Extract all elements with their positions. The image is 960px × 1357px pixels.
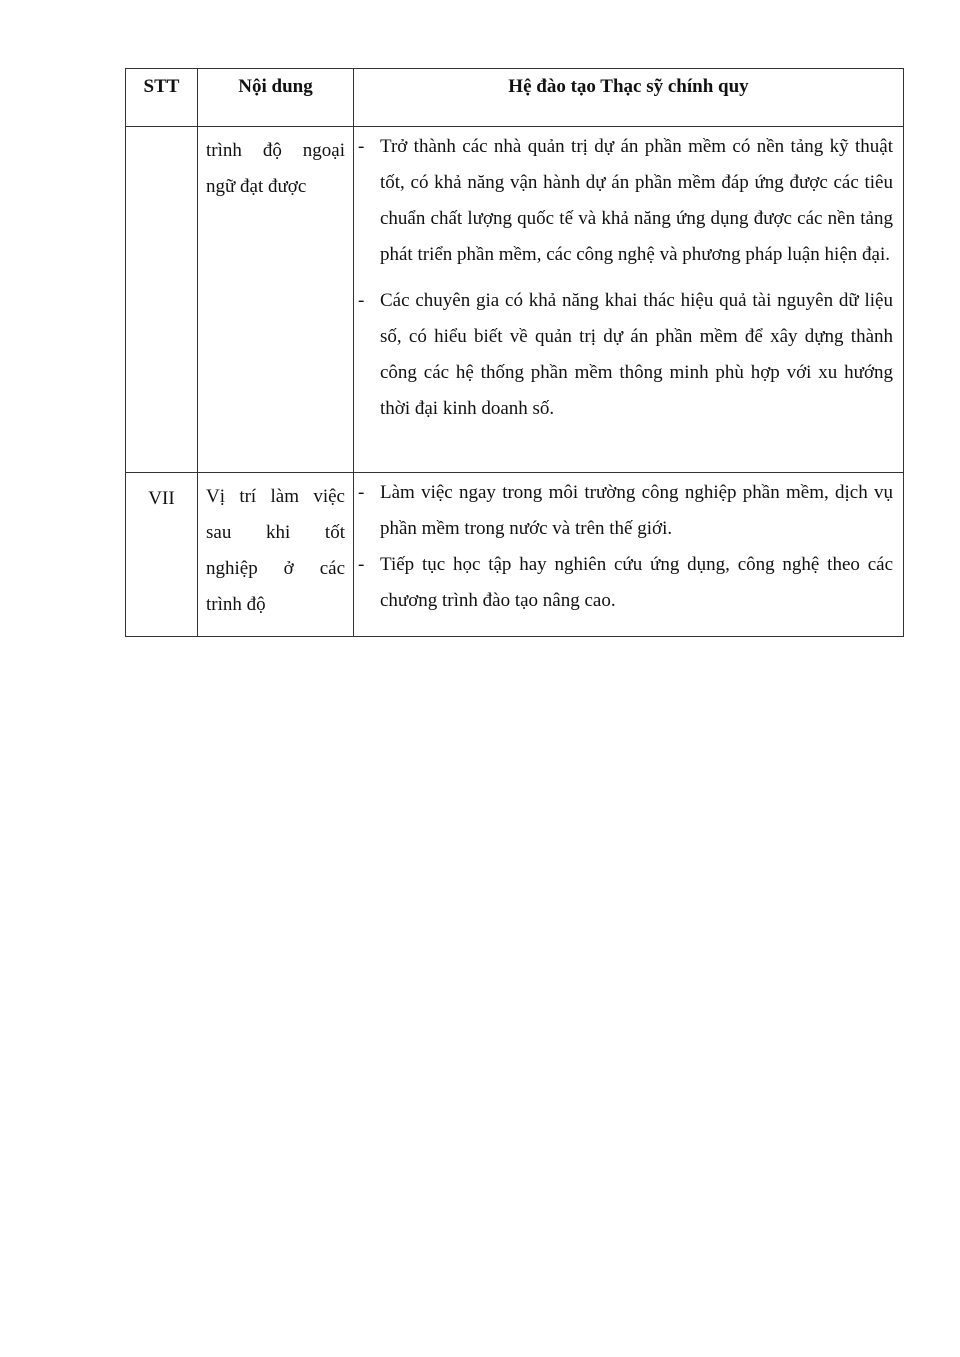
bullet-item	[354, 283, 893, 427]
content-cell	[198, 127, 354, 473]
content-line: Vị trí làm việc	[206, 486, 345, 507]
bullet-text: Tiếp tục học tập hay nghiên cứu ứng dụng, công nghệ theo các chương trình đào tạo nâng cao.	[380, 554, 893, 611]
header-content: Nội dung	[198, 69, 354, 127]
bullet-text: Trở thành các nhà quản trị dự án phần mềm có nền tảng kỹ thuật tốt, có khả năng vận hành dự án phần mềm đáp ứng được các tiêu chuẩn chất lượng quốc tế và khả năng ứng dụng được các nền tảng phát triển phần mềm, các công nghệ và phương pháp luận hiện đại.	[380, 136, 893, 265]
bullet-item	[354, 547, 893, 619]
content-line: trình độ	[206, 594, 266, 615]
header-program: Hệ đào tạo Thạc sỹ chính quy	[354, 69, 904, 127]
program-table	[125, 68, 904, 637]
bullet-dash: -	[358, 136, 365, 157]
bullet-text: Làm việc ngay trong môi trường công nghiệp phần mềm, dịch vụ phần mềm trong nước và trên thế giới.	[380, 482, 893, 539]
content-cell	[198, 473, 354, 637]
bullet-item	[354, 475, 893, 547]
bullet-dash: -	[358, 482, 365, 503]
header-stt: STT	[126, 69, 198, 127]
table-row	[126, 127, 904, 473]
stt-cell: VII	[126, 473, 198, 637]
content-line: trình độ ngoại	[206, 140, 345, 161]
bullet-text: Các chuyên gia có khả năng khai thác hiệu quả tài nguyên dữ liệu số, có hiểu biết về quản trị dự án phần mềm để xây dựng thành công các hệ thống phần mềm thông minh phù hợp với xu hướng thời đại kinh doanh số.	[380, 290, 893, 419]
content-line: nghiệp ở các	[206, 558, 345, 579]
content-line: sau khi tốt	[206, 522, 345, 543]
program-cell	[354, 127, 904, 473]
table-header-row	[126, 69, 904, 127]
bullet-item	[354, 129, 893, 273]
stt-cell	[126, 127, 198, 473]
bullet-dash: -	[358, 290, 365, 311]
program-cell	[354, 473, 904, 637]
bullet-dash: -	[358, 554, 365, 575]
content-line: ngữ đạt được	[206, 176, 307, 197]
table-row	[126, 473, 904, 637]
